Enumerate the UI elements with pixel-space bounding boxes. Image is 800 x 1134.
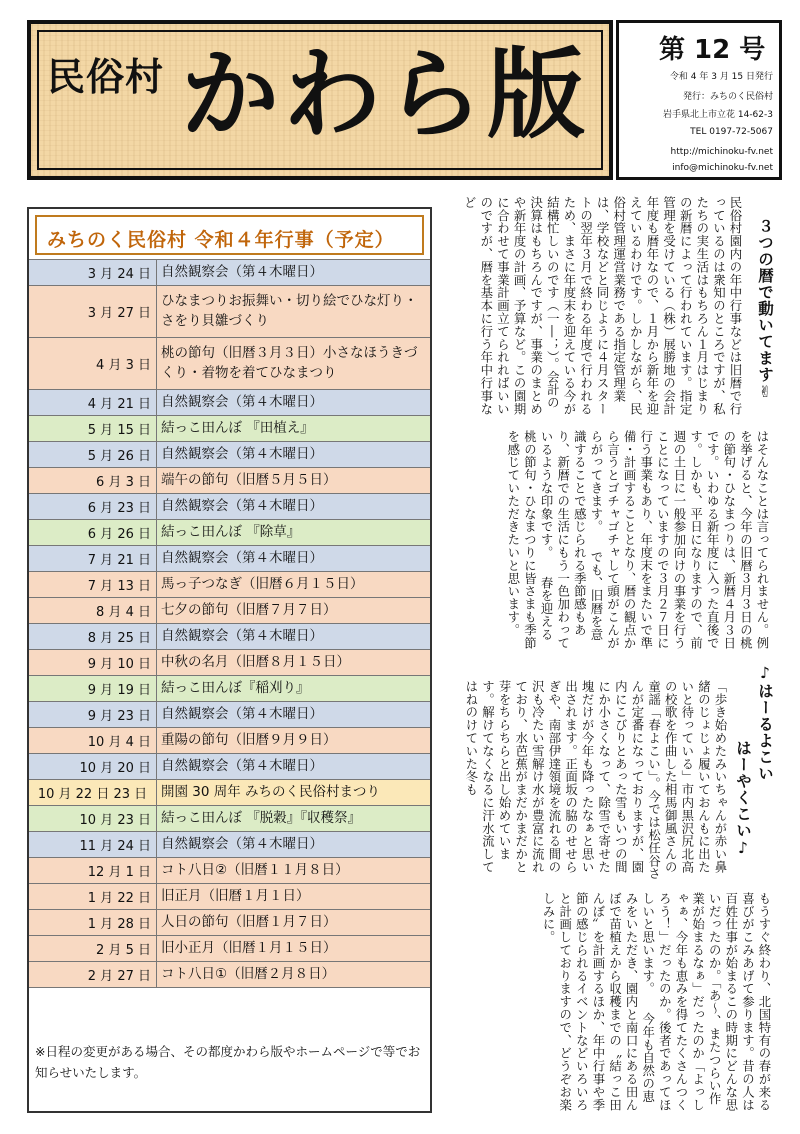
schedule-row xyxy=(29,467,430,493)
schedule-event: 結っこ田んぼ 『除草』 xyxy=(161,523,301,540)
publisher: 発行：みちのく民俗村 xyxy=(682,92,773,102)
schedule-row xyxy=(29,649,430,675)
schedule-date: 3 月 27 日 xyxy=(29,286,157,337)
newsletter-title: かわら版 xyxy=(181,38,590,152)
schedule-row xyxy=(29,909,430,935)
village-name: 民俗村 xyxy=(47,55,165,99)
issue-info-box xyxy=(616,20,782,180)
schedule-date: 12 月 1 日 xyxy=(29,858,157,883)
schedule-date: 1 月 28 日 xyxy=(29,910,157,935)
schedule-date: 7 月 13 日 xyxy=(29,572,157,597)
schedule-date: 9 月 10 日 xyxy=(29,650,157,675)
schedule-title: みちのく民俗村 令和４年行事（予定） xyxy=(35,215,424,255)
schedule-row xyxy=(29,831,430,857)
schedule-event: 人日の節句（旧暦１月７日） xyxy=(161,913,337,930)
schedule-date: 4 月 3 日 xyxy=(29,338,157,389)
website-url: http://michinoku-fv.net xyxy=(670,147,773,157)
schedule-date: 9 月 23 日 xyxy=(29,702,157,727)
schedule-row xyxy=(29,441,430,467)
schedule-event: ひなまつりお振舞い・切り絵でひな灯り・さをり貝雛づくり xyxy=(161,292,418,329)
schedule-event: 重陽の節句（旧暦９月９日） xyxy=(161,731,337,748)
schedule-event: 自然観察会（第４木曜日） xyxy=(161,497,323,514)
schedule-event: コト八日②（旧暦１１月８日） xyxy=(161,861,349,878)
schedule-event: 結っこ田んぼ 『脱穀』『収穫祭』 xyxy=(161,809,362,826)
event-schedule xyxy=(27,207,432,1113)
schedule-date: 1 月 22 日 xyxy=(29,884,157,909)
schedule-date: 11 月 24 日 xyxy=(29,832,157,857)
schedule-event: コト八日①（旧暦２月８日） xyxy=(161,965,336,982)
schedule-date: 6 月 3 日 xyxy=(29,468,157,493)
article1-heading: ３つの暦で動いてます✌ xyxy=(756,218,774,402)
schedule-event: 七夕の節句（旧暦７月７日） xyxy=(161,601,337,618)
schedule-row xyxy=(29,493,430,519)
schedule-event: 自然観察会（第４木曜日） xyxy=(161,445,323,462)
schedule-event: 結っこ田んぼ 『田植え』 xyxy=(161,419,314,436)
schedule-row xyxy=(29,779,430,805)
schedule-row xyxy=(29,415,430,441)
schedule-row xyxy=(29,935,430,961)
schedule-date: 8 月 25 日 xyxy=(29,624,157,649)
schedule-row xyxy=(29,727,430,753)
schedule-date: 10 月 4 日 xyxy=(29,728,157,753)
schedule-bottom-rule xyxy=(29,987,430,988)
schedule-row xyxy=(29,701,430,727)
issue-number: 第 12 号 xyxy=(659,35,766,65)
schedule-row xyxy=(29,545,430,571)
schedule-row xyxy=(29,337,430,389)
schedule-event: 中秋の名月（旧暦８月１５日） xyxy=(161,653,350,670)
schedule-event: 開園 30 周年 みちのく民俗村まつり xyxy=(161,783,381,800)
schedule-date: 5 月 15 日 xyxy=(29,416,157,441)
schedule-row xyxy=(29,883,430,909)
schedule-row xyxy=(29,675,430,701)
schedule-date: 9 月 19 日 xyxy=(29,676,157,701)
email-address: info@michinoku-fv.net xyxy=(672,163,773,173)
schedule-event: 自然観察会（第４木曜日） xyxy=(161,627,323,644)
schedule-row xyxy=(29,857,430,883)
schedule-date: 10 月 23 日 xyxy=(29,806,157,831)
schedule-note: ※日程の変更がある場合、その都度かわら版やホームページで等でお知らせいたします。 xyxy=(35,1044,421,1080)
schedule-row xyxy=(29,597,430,623)
schedule-row xyxy=(29,961,430,987)
schedule-date: 2 月 5 日 xyxy=(29,936,157,961)
schedule-date: 3 月 24 日 xyxy=(29,260,157,285)
schedule-event: 旧小正月（旧暦１月１５日） xyxy=(161,939,337,956)
schedule-row xyxy=(29,623,430,649)
schedule-event: 端午の節句（旧暦５月５日） xyxy=(161,471,337,488)
schedule-event: 旧正月（旧暦１月１日） xyxy=(161,887,310,904)
schedule-row xyxy=(29,519,430,545)
schedule-event: 結っこ田んぼ『稲刈り』 xyxy=(161,679,310,696)
schedule-event: 自然観察会（第４木曜日） xyxy=(161,393,323,410)
schedule-date: 10 月 20 日 xyxy=(29,754,157,779)
schedule-event: 自然観察会（第４木曜日） xyxy=(161,705,323,722)
address: 岩手県北上市立花 14-62-3 xyxy=(663,110,773,120)
schedule-row xyxy=(29,259,430,285)
schedule-row xyxy=(29,389,430,415)
schedule-row xyxy=(29,805,430,831)
schedule-date: 10 月 22 日 23 日 xyxy=(29,780,157,805)
article1-body-part1: 民俗村園内の年中行事などは旧暦で行っているのは衆知のところですが、私たちの実生活はもちろん１月はじまりの新暦によって行われています。指定管理を受けている（株）展勝地の会計年度も暦年なので、１月から新年を迎えているわけです。しかしながら、民俗村管理運営業務である指定管理業は、学校などと同じように４月スタートの翌年３月で終わる年度で行われるため、まさに年度末を迎えている今が結構忙しいのです（一―；）。会計の決算はもちろんですが、事業のまとめや新年度の計画、予算など。この園期に合わせて事業計画立てられればいいのですが、暦を基本に行う年中行事など xyxy=(462,196,743,416)
schedule-row xyxy=(29,285,430,337)
schedule-event: 自然観察会（第４木曜日） xyxy=(161,549,323,566)
schedule-row xyxy=(29,753,430,779)
masthead xyxy=(27,20,613,180)
schedule-row xyxy=(29,571,430,597)
schedule-event: 自然観察会（第４木曜日） xyxy=(161,757,323,774)
article3-body: もうすぐ終わり、北国特有の春が来る喜びがこみあげて参ります。昔の人は百姓仕事が始まるこの時期にどんな思いだったのか。「あ～、またつらい作業が始まるなぁ」だったのか「よっしゃぁ、今年も恵みを得てたくさんつくろう！」だったのか。後者であってほしいと思います。 今年も自然の恵みをいただき、園内と南口にある田んぼで苗植えから収穫までの〝結っこ田んぼ〟を計画するほか、年中行事や季節の感じられるイベントなどいろいろと計画しておりますので、どうぞお楽しみに。 xyxy=(541,892,772,1112)
schedule-event: 馬っ子つなぎ（旧暦６月１５日） xyxy=(161,575,364,592)
schedule-date: 4 月 21 日 xyxy=(29,390,157,415)
schedule-date: 8 月 4 日 xyxy=(29,598,157,623)
schedule-date: 5 月 26 日 xyxy=(29,442,157,467)
schedule-event: 桃の節句（旧暦３月３日）小さなほうきづくり・着物を着てひなまつり xyxy=(161,344,418,381)
article2-heading2: はーやくこい♪ xyxy=(734,740,752,858)
schedule-date: 7 月 21 日 xyxy=(29,546,157,571)
issue-date: 令和 4 年 3 月 15 日発行 xyxy=(669,72,773,82)
schedule-date: 2 月 27 日 xyxy=(29,962,157,987)
schedule-event: 自然観察会（第４木曜日） xyxy=(161,835,323,852)
article1-body-part2: はそんなことは言ってられません。例を挙げると、今年の旧暦３月３日の桃の節句・ひなまつりは、新暦４月３日です。いわゆる新年度に入った直後です。しかも、平日になりますので、前週の土日に一般参加向けの事業を行うことになっていますので３月２７日に行う事業もあり、年度末をまたいで準備・計画することとなり、暦の観点から言うとゴチャゴチャして頭がこんがらがってきます。 でも、旧暦を意識することで感じられる季節感もあり、新暦での生活にもう一色加わっているような印象です。 春を迎える桃の節句・ひなまつりに皆さまも季節を感じていただきたいと思います。 xyxy=(505,430,770,650)
schedule-date: 6 月 23 日 xyxy=(29,494,157,519)
schedule-date: 6 月 26 日 xyxy=(29,520,157,545)
schedule-event: 自然観察会（第４木曜日） xyxy=(161,263,323,280)
article2-body: 「歩き始めたみいちゃんが赤い鼻緒のじょじょ履いておんもに出たいと待っている」市内黒沢尻北高の校歌を作曲した相馬御風さんの童謡「春よこい」。今では松任谷さんが定番になっておりますが、園内にこびりとあった雪もいつの間にか小さくなって、除雪で寄せた塊だけが今年も降ったなぁと思い出されます。正面坂の脇のせせらぎや、南部伊達領境を流れる間の沢も冷たい雪解け水が豊富に流れており、水芭蕉がまだかまだかと芽をちらちらと出し始めています。解けてなくなるに汗水流してはねのけていた冬も xyxy=(463,680,728,881)
telephone: TEL 0197-72-5067 xyxy=(690,127,773,137)
article2-heading1: ♪はーるよこい xyxy=(756,664,774,782)
